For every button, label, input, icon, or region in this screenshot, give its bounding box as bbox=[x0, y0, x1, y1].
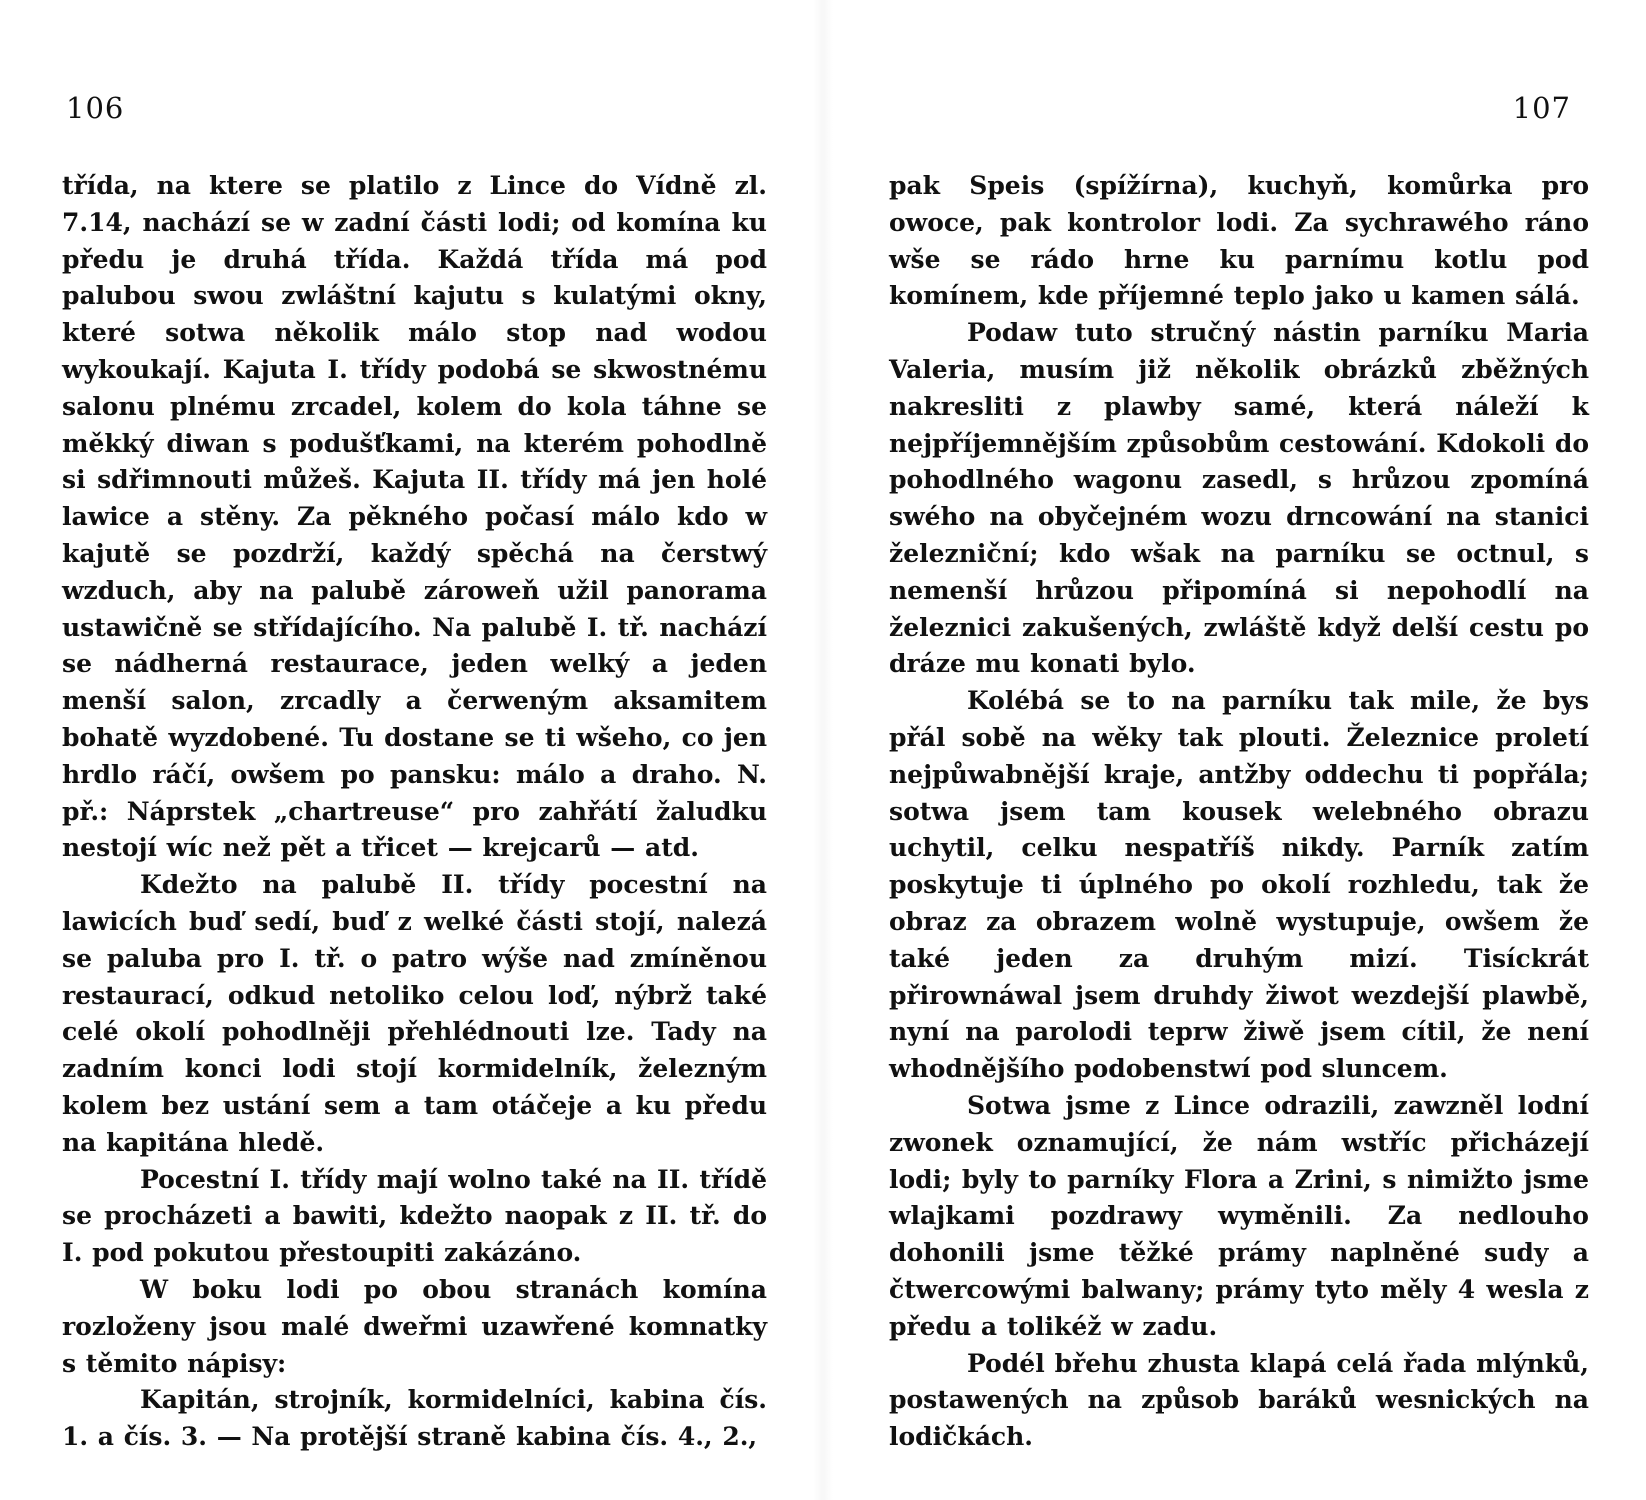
page-number: 107 bbox=[1512, 91, 1571, 125]
paragraph: Kapitán, strojník, kormidelníci, kabina čís. 1. a čís. 3. — Na protější straně kabina čís. 4., 2., bbox=[62, 1385, 767, 1452]
right-page bbox=[823, 0, 1646, 1500]
page-text bbox=[889, 168, 1589, 1456]
paragraph: Sotwa jsme z Lince odrazili, zawzněl lodní zwonek oznamující, že nám wstříc přicházejí lodi; byly to parníky Flora a Zrini, s nimižto jsme wlajkami pozdrawy wyměnili. Za nedlouho dohonili jsme těžké prámy naplněné sudy a čtwercowými balwany; prámy tyto měly 4 wesla z předu a tolikéž w zadu. bbox=[889, 1090, 1589, 1341]
paragraph: třída, na ktere se platilo z Lince do Vídně zl. 7.14, nachází se w zadní části lodi; od komína ku předu je druhá třída. Každá třída má pod palubou swou zwláštní kajutu s kulatými okny, které sotwa několik málo stop nad wodou wykoukají. Kajuta I. třídy podobá se skwostnému salonu plnému zrcadel, kolem do kola táhne se měkký diwan s podušťkami, na kterém pohodlně si sdřimnouti můžeš. Kajuta II. třídy má jen holé lawice a stěny. Za pěkného počasí málo kdo w kajutě se pozdrží, každý spěchá na čerstwý wzduch, aby na palubě zároweň užil panorama ustawičně se střídajícího. Na palubě I. tř. nachází se nádherná restaurace, jeden welký a jeden menší salon, zrcadly a čerweným aksamitem bohatě wyzdobené. Tu dostane se ti wšeho, co jen hrdlo ráčí, owšem po pansku: málo a draho. N. př.: Náprstek „chartreuse“ pro zahřátí žaludku nestojí wíc než pět a třicet — krejcarů — atd. bbox=[62, 171, 767, 863]
paragraph: pak Speis (spížírna), kuchyň, komůrka pro owoce, pak kontrolor lodi. Za sychrawého ráno wše se rádo hrne ku parnímu kotlu pod komínem, kde příjemné teplo jako u kamen sálá. bbox=[889, 171, 1589, 311]
paragraph: Kolébá se to na parníku tak mile, že bys přál sobě na wěky tak plouti. Železnice proletí nejpůwabnější kraje, antžby oddechu ti popřála; sotwa jsem tam kousek welebného obrazu uchytil, celku nespatříš nikdy. Parník zatím poskytuje ti úplného po okolí rozhledu, tak že obraz za obrazem wolně wystupuje, owšem že také jeden za druhým mizí. Tisíckrát přirownáwal jsem druhdy žiwot wezdejší plawbě, nyní na parolodi teprw žiwě jsem cítil, že není whodnějšího podobenstwí pod sluncem. bbox=[889, 686, 1589, 1084]
paragraph: Kdežto na palubě II. třídy pocestní na lawicích buď sedí, buď z welké části stojí, nalezá se paluba pro I. tř. o patro wýše nad zmíněnou restaurací, odkud netoliko celou loď, nýbrž také celé okolí pohodlněji přehlédnouti lze. Tady na zadním konci lodi stojí kormidelník, železným kolem bez ustání sem a tam otáčeje a ku předu na kapitána hledě. bbox=[62, 870, 767, 1157]
paragraph: Podél břehu zhusta klapá celá řada mlýnků, postawených na způsob baráků wesnických na lodičkách. bbox=[889, 1348, 1589, 1452]
paragraph: W boku lodi po obou stranách komína rozloženy jsou malé dweřmi uzawřené komnatky s těmito nápisy: bbox=[62, 1274, 767, 1378]
page-number: 106 bbox=[66, 91, 125, 125]
paragraph: Pocestní I. třídy mají wolno také na II. třídě se procházeti a bawiti, kdežto naopak z II. tř. do I. pod pokutou přestoupiti zakázáno. bbox=[62, 1164, 767, 1268]
paragraph: Podaw tuto stručný nástin parníku Maria Valeria, musím již několik obrázků zběžných nakresliti z plawby samé, která náleží k nejpříjemnějším způsobům cestowání. Kdokoli do pohodlného wagonu zasedl, s hrůzou zpomíná swého na obyčejném wozu drncowání na stanici železniční; kdo wšak na parníku se octnul, s nemenší hrůzou připomíná si nepohodlí na železnici zakušených, zwláště když delší cestu po dráze mu konati bylo. bbox=[889, 318, 1589, 679]
page-text bbox=[62, 168, 767, 1456]
